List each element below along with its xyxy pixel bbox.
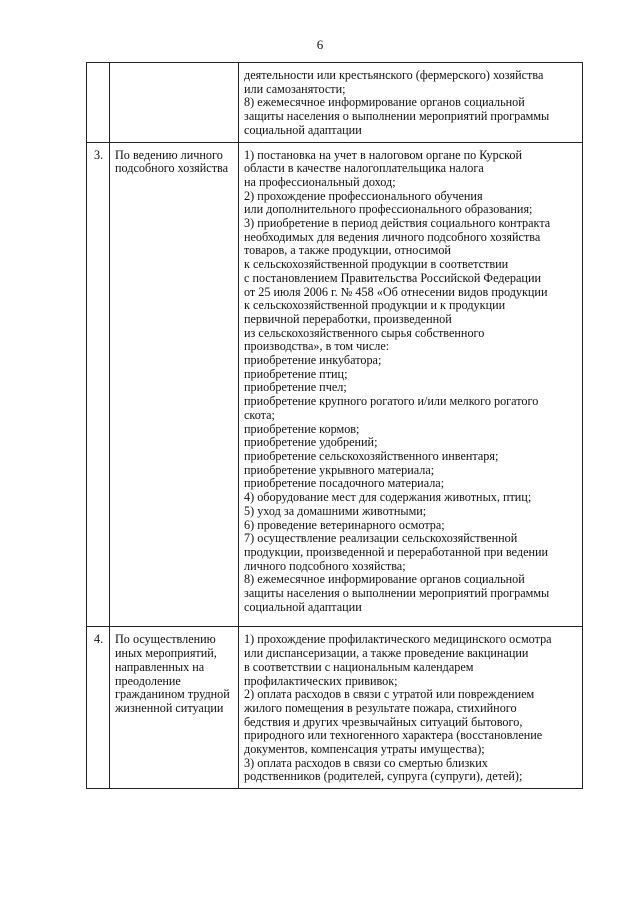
content-line: приобретение укрывного материала; [244, 462, 435, 477]
content-line: 5) уход за домашними животными; [244, 503, 427, 518]
content-line: 6) проведение ветеринарного осмотра; [244, 517, 445, 532]
content-line: приобретение посадочного материала; [244, 476, 445, 491]
content-line: приобретение пчел; [244, 380, 347, 395]
content-line: 8) ежемесячное информирование органов социальной [244, 95, 525, 110]
content-line: приобретение кормов; [244, 421, 360, 436]
content-line: с постановлением Правительства Российской Федерации [244, 270, 541, 285]
measure-name-cell [110, 142, 239, 627]
content-line: приобретение инкубатора; [244, 353, 382, 368]
content-line: приобретение птиц; [244, 366, 348, 381]
content-line: 3) оплата расходов в связи со смертью близких [244, 755, 488, 770]
content-line: 1) постановка на учет в налоговом органе по Курской [244, 147, 523, 162]
content-line: приобретение крупного рогатого и/или мелкого рогатого [244, 394, 539, 409]
content-line: или диспансеризации, а также проведение вакцинации [244, 646, 529, 661]
content-line: к сельскохозяйственной продукции в соответствии [244, 257, 509, 272]
content-line: к сельскохозяйственной продукции и к продукции [244, 298, 506, 313]
content-line: защиты населения о выполнении мероприятий программы [244, 586, 550, 601]
measure-content-cell [239, 627, 583, 789]
measures-table [86, 62, 583, 789]
measure-name-line: преодоление [115, 673, 181, 688]
content-line: на профессиональный доход; [244, 174, 396, 189]
measure-name-line: По осуществлению [115, 632, 216, 647]
content-line: в соответствии с национальным календарем [244, 659, 474, 674]
content-line: 1) прохождение профилактического медицинского осмотра [244, 632, 552, 647]
measure-name-line: подсобного хозяйства [115, 161, 229, 176]
content-line: продукции, произведенной и переработанной при ведении [244, 544, 549, 559]
row-number-cell [87, 63, 110, 143]
content-line: бедствия и других чрезвычайных ситуаций бытового, [244, 714, 523, 729]
measure-content-cell [239, 142, 583, 627]
content-line: 4) оборудование мест для содержания животных, птиц; [244, 490, 532, 505]
content-line: документов, компенсация утраты имущества); [244, 742, 485, 757]
content-line: первичной переработки, произведенной [244, 311, 452, 326]
content-line: приобретение сельскохозяйственного инвентаря; [244, 448, 499, 463]
content-line: производства», в том числе: [244, 339, 390, 354]
table-row [87, 627, 583, 789]
content-line: природного или техногенного характера (восстановление [244, 728, 543, 743]
content-line: профилактических прививок; [244, 673, 398, 688]
content-line: товаров, а также продукции, относимой [244, 243, 451, 258]
content-line: или дополнительного профессионального образования; [244, 202, 533, 217]
measure-name-cell [110, 627, 239, 789]
measure-name-line: гражданином трудной [115, 687, 230, 702]
content-line: деятельности или крестьянского (фермерского) хозяйства [244, 68, 544, 82]
content-line: приобретение удобрений; [244, 435, 378, 450]
content-line: 7) осуществление реализации сельскохозяйственной [244, 531, 518, 546]
content-line: из сельскохозяйственного сырья собственного [244, 325, 485, 340]
content-line: или самозанятости; [244, 81, 346, 96]
content-line: необходимых для ведения личного подсобного хозяйства [244, 229, 541, 244]
content-line: личного подсобного хозяйства; [244, 558, 406, 573]
content-line: социальной адаптации [244, 122, 362, 137]
table-row [87, 142, 583, 627]
table-row [87, 63, 583, 143]
content-line: 2) оплата расходов в связи с утратой или повреждением [244, 687, 535, 702]
measure-name-line: иных мероприятий, [115, 646, 217, 661]
measure-name-line: направленных на [115, 659, 205, 674]
content-line: защиты населения о выполнении мероприятий программы [244, 109, 550, 124]
page-number: 6 [316, 37, 324, 52]
content-line: от 25 июля 2006 г. № 458 «Об отнесении видов продукции [244, 284, 548, 299]
measure-content-cell [239, 63, 583, 143]
row-number-cell: 4. [87, 627, 110, 789]
content-line: скота; [244, 407, 275, 422]
content-line: 8) ежемесячное информирование органов социальной [244, 572, 525, 587]
content-line: родственников (родителей, супруга (супруги), детей); [244, 769, 523, 784]
content-line: жилого помещения в результате пожара, стихийного [244, 700, 517, 715]
content-line: 2) прохождение профессионального обучения [244, 188, 483, 203]
measure-name-line: жизненной ситуации [115, 700, 224, 715]
row-number-cell: 3. [87, 142, 110, 627]
content-line: 3) приобретение в период действия социального контракта [244, 216, 551, 231]
measure-name-line: По ведению личного [115, 147, 223, 162]
measure-name-cell [110, 63, 239, 143]
content-line: области в качестве налогоплательщика налога [244, 161, 484, 176]
content-line: социальной адаптации [244, 599, 362, 614]
